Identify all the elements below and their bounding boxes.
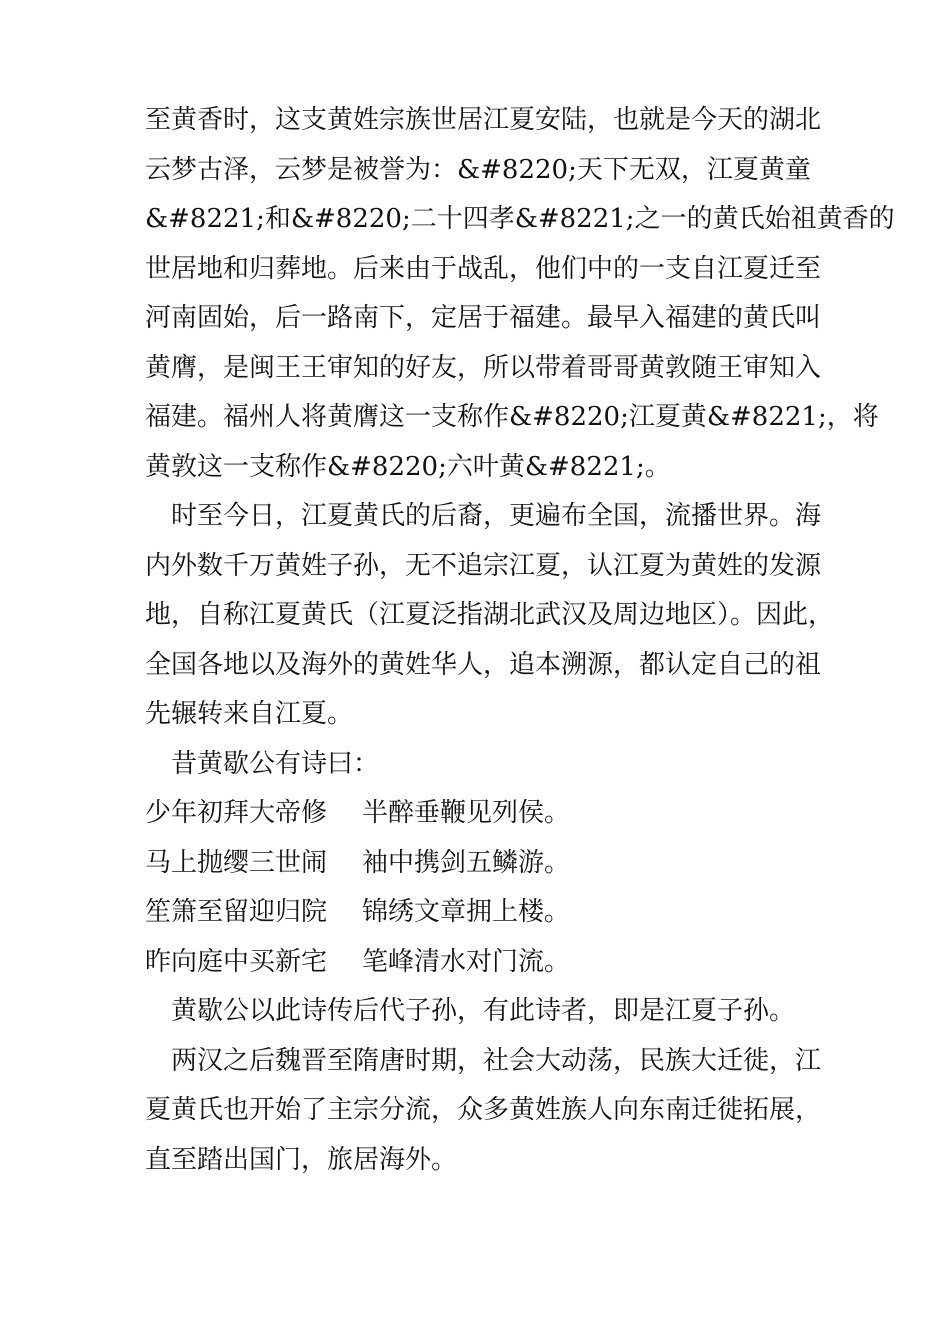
text-line: 世居地和归葬地。后来由于战乱，他们中的一支自江夏迁至 [145,253,822,284]
text-line: 至黄香时，这支黄姓宗族世居江夏安陆，也就是今天的湖北 [145,105,822,135]
paragraph-4 [145,1037,822,1186]
text-line: 黄歇公以此诗传后代子孙，有此诗者，即是江夏子孙。 [171,996,796,1026]
poem-first-half: 少年初拜大帝修 [145,798,328,828]
text-line: 福建。福州人将黄膺这一支称作&#8220;江夏黄&#8221;，将 [145,402,879,432]
document-page [145,96,895,1185]
text-line: &#8221;和&#8220;二十四孝&#8221;之一的黄氏始祖黄香的 [145,204,895,234]
poem-line [145,789,815,839]
text-line: 两汉之后魏晋至隋唐时期，社会大动荡，民族大迁徙，江 [171,1045,822,1076]
poem-second-half: 半醉垂鞭见列侯。 [362,798,571,828]
poem-first-half: 昨向庭中买新宅 [145,946,328,977]
paragraph-1 [145,96,895,492]
poem [145,789,815,987]
poem-second-half: 笔峰清水对门流。 [362,946,571,977]
text-line: 先辗转来自江夏。 [145,699,354,729]
text-line: 地，自称江夏黄氏（江夏泛指湖北武汉及周边地区）。因此， [145,600,835,630]
poem-second-half: 锦绣文章拥上楼。 [362,897,571,927]
paragraph-3 [145,987,815,1037]
poem-intro [145,740,815,790]
poem-first-half: 笙箫至留迎归院 [145,897,328,927]
text-line: 昔黄歇公有诗曰： [171,748,380,779]
poem-line [145,888,815,938]
paragraph-2 [145,492,835,740]
text-line: 云梦古泽，云梦是被誉为：&#8220;天下无双，江夏黄童 [145,154,811,185]
text-line: 时至今日，江夏黄氏的后裔，更遍布全国，流播世界。海 [171,501,822,531]
poem-line [145,938,815,988]
text-line: 夏黄氏也开始了主宗分流，众多黄姓族人向东南迁徙拓展， [145,1095,822,1125]
text-line: 河南固始，后一路南下，定居于福建。最早入福建的黄氏叫 [145,303,822,333]
text-line: 黄膺，是闽王王审知的好友，所以带着哥哥黄敦随王审知入 [145,352,822,383]
text-line: 内外数千万黄姓子孙，无不追宗江夏，认江夏为黄姓的发源 [145,550,822,581]
text-line: 直至踏出国门，旅居海外。 [145,1144,458,1175]
text-line: 黄敦这一支称作&#8220;六叶黄&#8221;。 [145,451,671,482]
poem-line [145,839,815,889]
poem-second-half: 袖中携剑五鳞游。 [362,847,571,878]
poem-first-half: 马上抛缨三世闹 [145,847,328,878]
text-line: 全国各地以及海外的黄姓华人，追本溯源，都认定自己的祖 [145,649,822,680]
